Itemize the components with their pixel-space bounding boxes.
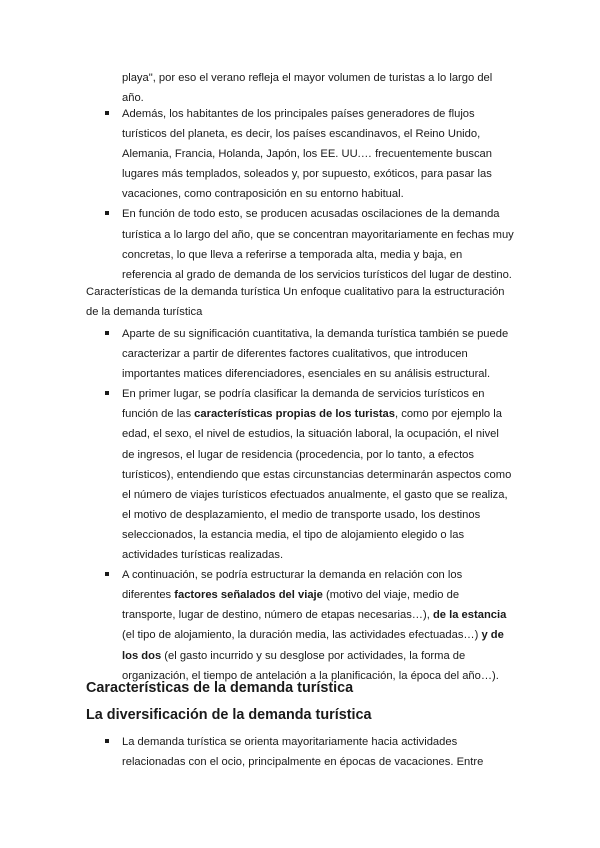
list-item bbox=[0, 104, 600, 204]
list-item-text: La demanda turística se orienta mayoritariamente hacia actividades relacionadas con el ocio, principalmente en épocas de vacaciones. Entre bbox=[122, 736, 484, 769]
list-item-text bbox=[122, 569, 506, 681]
list-item bbox=[0, 565, 600, 686]
list-item bbox=[0, 384, 600, 565]
text-run: (motivo del viaje, medio de transporte, lugar de destino, número de etapas necesarias…), bbox=[122, 589, 460, 622]
bullet-icon bbox=[105, 391, 109, 395]
bullet-icon bbox=[105, 331, 109, 335]
list-item bbox=[0, 324, 600, 384]
bullet-list-qualitative bbox=[0, 324, 600, 686]
list-item-text: En función de todo esto, se producen acusadas oscilaciones de la demanda turística a lo largo del año, que se concentran mayoritariamente en fechas muy concretas, lo que lleva a referirse a temporada alta, media y baja, en referencia al grado de demanda de los servicios turísticos del lugar de destino. bbox=[122, 208, 514, 281]
list-item bbox=[0, 732, 600, 772]
bullet-icon bbox=[105, 572, 109, 576]
bullet-icon bbox=[105, 739, 109, 743]
list-item-text bbox=[122, 388, 511, 561]
list-item bbox=[0, 204, 600, 284]
bullet-icon bbox=[105, 211, 109, 215]
bullet-list-seasonality bbox=[0, 104, 600, 285]
bold-text: factores señalados del viaje bbox=[174, 589, 323, 602]
bullet-icon bbox=[105, 111, 109, 115]
list-item-text: Aparte de su significación cuantitativa, la demanda turística también se puede caracterizar a partir de diferentes factores cualitativos, que introducen importantes matices diferenciadores, esenciales en su análisis estructural. bbox=[122, 328, 509, 381]
heading-characteristics: Características de la demanda turística bbox=[86, 680, 354, 696]
section-paragraph: Características de la demanda turística Un enfoque cualitativo para la estructuración de la demanda turística bbox=[86, 286, 505, 319]
text-run: , como por ejemplo la edad, el sexo, el nivel de estudios, la situación laboral, la ocupación, el nivel de ingresos, el lugar de residencia (procedencia, por lo tanto, a efectos turísticos), entendiendo que estas circunstancias determinarán aspectos como el número de viajes turísticos efectuados anualmente, el gasto que se realiza, el motivo de desplazamiento, el medio de transporte usado, los destinos seleccionados, la estancia media, el tipo de alojamiento elegido o las actividades turísticas realizadas. bbox=[122, 408, 512, 562]
text-run: (el gasto incurrido y su desglose por actividades, la forma de organización, el tiempo de antelación a la planificación, la época del año…). bbox=[122, 649, 499, 682]
text-run: (el tipo de alojamiento, la duración media, las actividades efectuadas…) bbox=[122, 629, 482, 642]
continued-list-text: playa", por eso el verano refleja el mayor volumen de turistas a lo largo del año. bbox=[122, 72, 493, 105]
list-item-text: Además, los habitantes de los principales países generadores de flujos turísticos del planeta, es decir, los países escandinavos, el Reino Unido, Alemania, Francia, Holanda, Japón, los EE. UU.… frecuentemente buscan lugares más templados, soleados y, por supuesto, exóticos, para pasar las vacaciones, como contraposición en su entorno habitual. bbox=[122, 108, 493, 201]
heading-diversification: La diversificación de la demanda turística bbox=[86, 707, 372, 723]
bold-text: y de los dos bbox=[122, 629, 504, 662]
bold-text: de la estancia bbox=[432, 609, 507, 622]
bold-text: características propias de los turistas bbox=[194, 408, 396, 421]
text-run: En primer lugar, se podría clasificar la demanda de servicios turísticos en función de las bbox=[122, 388, 485, 421]
bullet-list-diversification bbox=[0, 732, 600, 772]
text-run: A continuación, se podría estructurar la demanda en relación con los diferentes bbox=[122, 569, 463, 602]
